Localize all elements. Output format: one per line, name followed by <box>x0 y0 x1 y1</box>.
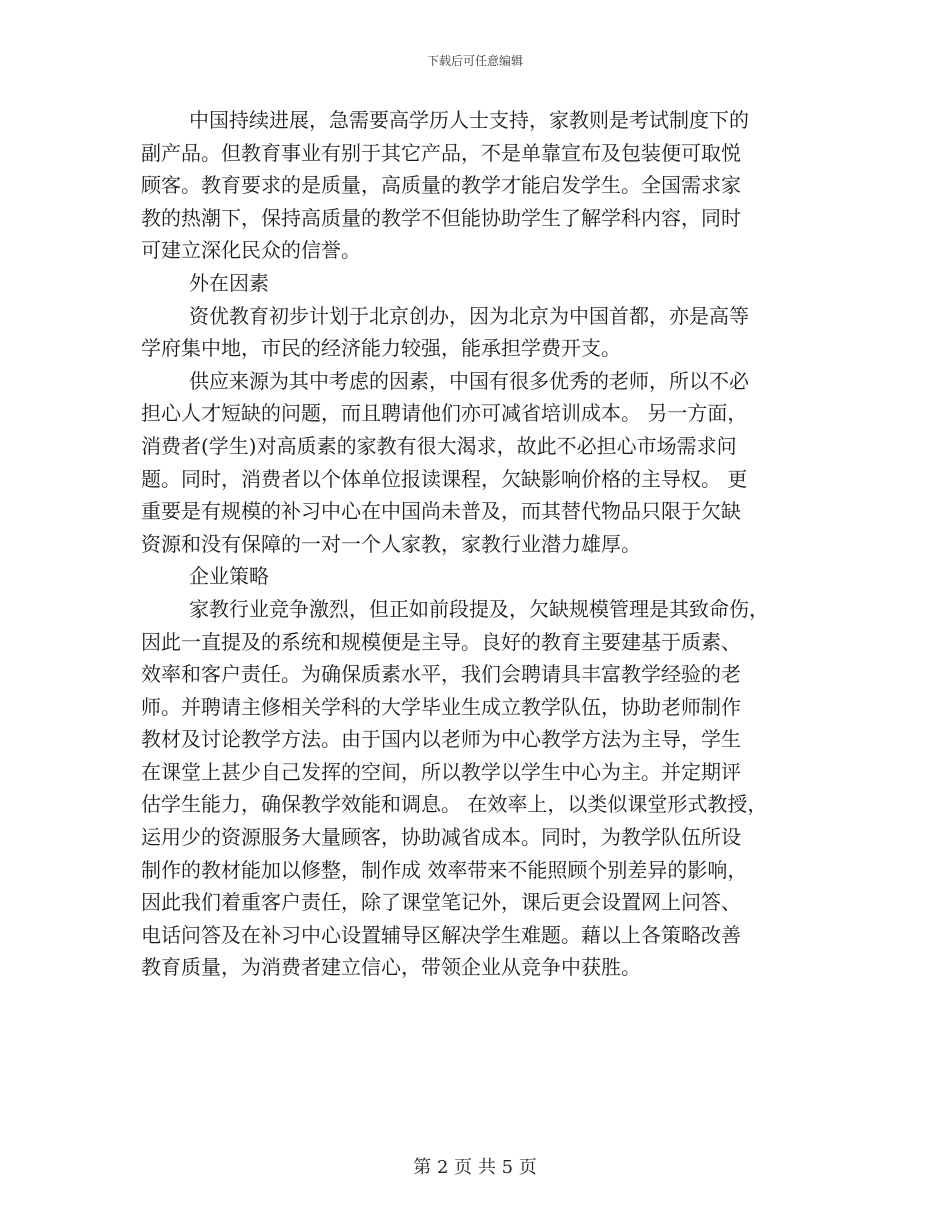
text-line: 师。并聘请主修相关学科的大学毕业生成立教学队伍，协助老师制作 <box>141 694 741 719</box>
text-line: 消费者(学生)对高质素的家教有很大渴求，故此不必担心市场需求问 <box>141 433 737 458</box>
text-line: 教育质量，为消费者建立信心，带领企业从竞争中获胜。 <box>141 955 641 980</box>
text-line: 可建立深化民众的信誉。 <box>141 238 361 263</box>
text-line: 电话问答及在补习中心设置辅导区解决学生难题。藉以上各策略改善 <box>141 922 741 947</box>
page-number: 第 2 页 共 5 页 <box>413 1157 537 1178</box>
text-line: 因此一直提及的系统和规模便是主导。良好的教育主要建基于质素、 <box>141 629 741 654</box>
text-line: 学府集中地，市民的经济能力较强，能承担学费开支。 <box>141 336 621 361</box>
text-line: 效率和客户责任。为确保质素水平，我们会聘请具丰富教学经验的老 <box>141 662 741 687</box>
text-line: 运用少的资源服务大量顾客，协助减省成本。同时，为教学队伍所设 <box>141 825 741 850</box>
text-line: 教的热潮下，保持高质量的教学不但能协助学生了解学科内容，同时 <box>141 205 741 230</box>
text-line: 估学生能力，确保教学效能和调息。 在效率上，以类似课堂形式教授， <box>141 792 768 817</box>
text-line: 供应来源为其中考虑的因素，中国有很多优秀的老师，所以不必 <box>189 368 749 393</box>
document-body <box>141 104 813 984</box>
text-line: 担心人才短缺的问题，而且聘请他们亦可减省培训成本。 另一方面， <box>141 401 748 426</box>
page-header-note: 下载后可任意编辑 <box>426 54 523 68</box>
text-line: 教材及讨论教学方法。由于国内以老师为中心教学方法为主导，学生 <box>141 727 741 752</box>
text-line: 副产品。但教育事业有别于其它产品，不是单靠宣布及包装便可取悦 <box>141 140 741 165</box>
text-line: 题。同时，消费者以个体单位报读课程，欠缺影响价格的主导权。 更 <box>141 466 748 491</box>
text-line: 外在因素 <box>189 270 269 295</box>
text-line: 资源和没有保障的一对一个人家教，家教行业潜力雄厚。 <box>141 531 641 556</box>
text-line: 重要是有规模的补习中心在中国尚未普及，而其替代物品只限于欠缺 <box>141 499 741 524</box>
text-line: 资优教育初步计划于北京创办，因为北京为中国首都，亦是高等 <box>189 303 749 328</box>
text-line: 顾客。教育要求的是质量，高质量的教学才能启发学生。全国需求家 <box>141 173 741 198</box>
text-line: 家教行业竞争激烈，但正如前段提及，欠缺规模管理是其致命伤， <box>189 596 769 621</box>
text-line: 企业策略 <box>189 564 269 589</box>
text-line: 制作的教材能加以修整，制作成 效率带来不能照顾个别差异的影响， <box>141 857 748 882</box>
text-line: 在课堂上甚少自己发挥的空间，所以教学以学生中心为主。并定期评 <box>141 759 741 784</box>
text-line: 因此我们着重客户责任，除了课堂笔记外，课后更会设置网上问答、 <box>141 890 741 915</box>
text-line: 中国持续进展，急需要高学历人士支持，家教则是考试制度下的 <box>189 108 749 132</box>
